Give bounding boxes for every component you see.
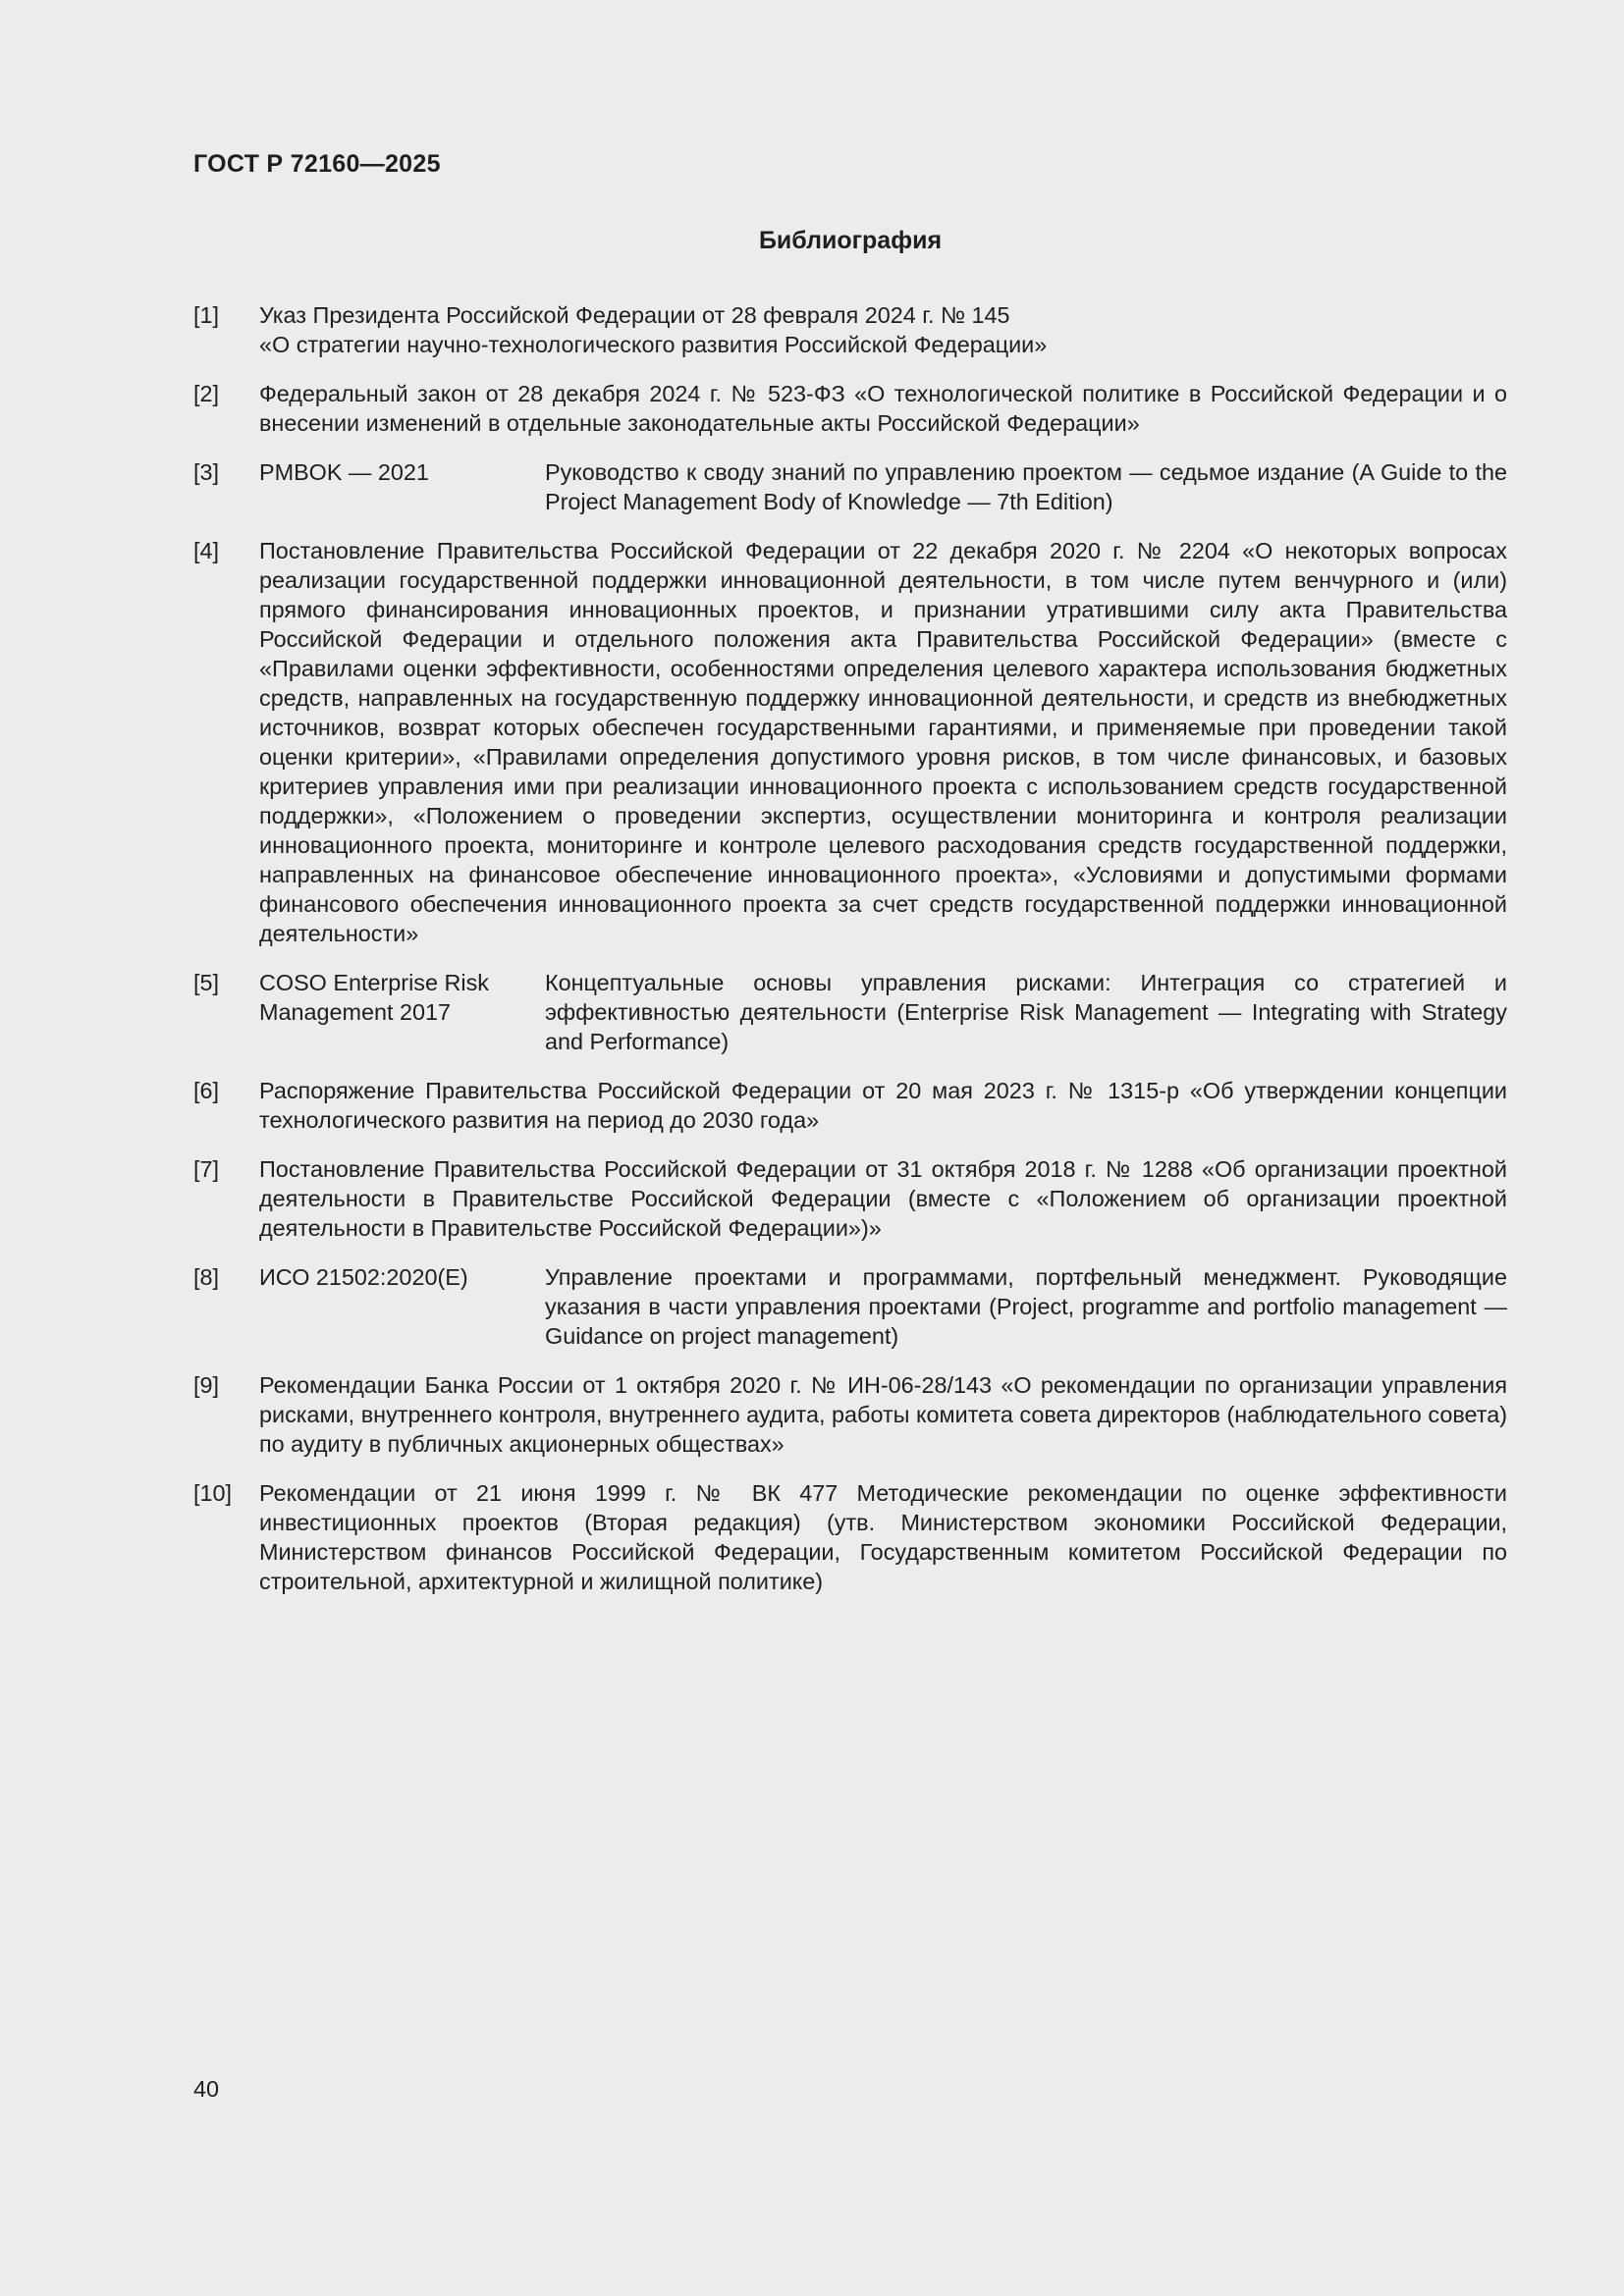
entry-text: Постановление Правительства Российской Федерации от 31 октября 2018 г. № 1288 «Об организации проектной деятельности в Правительстве Российской Федерации (вместе с «Положением об организации проектной деятельности в Правительстве Российской Федерации»)» [259, 1156, 1507, 1241]
bibliography-entry-1 [193, 300, 1507, 359]
bibliography-entry-10 [193, 1478, 1507, 1596]
entry-code: COSO Enterprise Risk Management 2017 [259, 970, 489, 1025]
entry-number: [6] [193, 1078, 220, 1103]
entry-text: Руководство к своду знаний по управлению проектом — седьмое издание (A Guide to the Project Management Body of Knowledge — 7th Edition) [545, 459, 1507, 514]
entry-text: Указ Президента Российской Федерации от 28 февраля 2024 г. № 145 «О стратегии научно-технологического развития Российской Федерации» [259, 302, 1048, 357]
bibliography-list [193, 300, 1507, 1616]
bibliography-entry-4 [193, 536, 1507, 948]
bibliography-entry-9 [193, 1370, 1507, 1459]
page-number: 40 [193, 2076, 220, 2102]
bibliography-entry-7 [193, 1154, 1507, 1243]
bibliography-entry-8 [193, 1262, 1507, 1351]
entry-number: [2] [193, 381, 220, 406]
entry-text: Управление проектами и программами, портфельный менеджмент. Руководящие указания в части управления проектами (Project, programme and portfolio management — Guidance on project management) [545, 1264, 1507, 1349]
entry-number: [8] [193, 1264, 220, 1290]
entry-number: [9] [193, 1372, 220, 1398]
entry-text: Рекомендации Банка России от 1 октября 2020 г. № ИН-06-28/143 «О рекомендации по организации управления рисками, внутреннего контроля, внутреннего аудита, работы комитета совета директоров (наблюдательного совета) по аудиту в публичных акционерных обществах» [259, 1372, 1507, 1457]
entry-number: [1] [193, 302, 220, 328]
entry-number: [10] [193, 1480, 233, 1506]
entry-text: Федеральный закон от 28 декабря 2024 г. № 523-ФЗ «О технологической политике в Российской Федерации и о внесении изменений в отдельные законодательные акты Российской Федерации» [259, 381, 1507, 436]
bibliography-entry-5 [193, 968, 1507, 1056]
bibliography-entry-3 [193, 457, 1507, 516]
entry-text: Постановление Правительства Российской Федерации от 22 декабря 2020 г. № 2204 «О некоторых вопросах реализации государственной поддержки инновационной деятельности, в том числе путем венчурного и (или) прямого финансирования инновационных проектов, и признании утратившими силу акта Правительства Российской Федерации и отдельного положения акта Правительства Российской Федерации» (вместе с «Правилами оценки эффективности, особенностями определения целевого характера использования бюджетных средств, направленных на государственную поддержку инновационной деятельности, и средств из внебюджетных источников, возврат которых обеспечен государственными гарантиями, и применяемые при проведении такой оценки критерии», «Правилами определения допустимого уровня рисков, в том числе финансовых, и базовых критериев управления ими при реализации инновационного проекта с использованием средств государственной поддержки», «Положением о проведении экспертиз, осуществлении мониторинга и контроля реализации инновационного проекта, мониторинге и контроле целевого расходования средств государственной поддержки, направленных на финансовое обеспечение инновационного проекта», «Условиями и допустимыми формами финансового обеспечения инновационного проекта за счет средств государственной поддержки инновационной деятельности» [259, 538, 1507, 946]
document-header-id: ГОСТ Р 72160—2025 [193, 150, 441, 178]
entry-number: [4] [193, 538, 220, 563]
bibliography-entry-2 [193, 379, 1507, 438]
entry-code: ИСО 21502:2020(E) [259, 1264, 468, 1290]
entry-number: [5] [193, 970, 220, 995]
entry-text: Концептуальные основы управления рисками: Интеграция со стратегией и эффективностью деятельности (Enterprise Risk Management — Integrating with Strategy and Performance) [545, 970, 1507, 1054]
bibliography-entry-6 [193, 1076, 1507, 1135]
entry-number: [3] [193, 459, 220, 485]
entry-number: [7] [193, 1156, 220, 1182]
entry-text: Рекомендации от 21 июня 1999 г. № ВК 477 Методические рекомендации по оценке эффективности инвестиционных проектов (Вторая редакция) (утв. Министерством экономики Российской Федерации, Министерством финансов Российской Федерации, Государственным комитетом Российской Федерации по строительной, архитектурной и жилищной политике) [259, 1480, 1507, 1594]
entry-text: Распоряжение Правительства Российской Федерации от 20 мая 2023 г. № 1315-р «Об утверждении концепции технологического развития на период до 2030 года» [259, 1078, 1507, 1133]
section-title: Библиография [758, 227, 943, 254]
entry-code: PMBOK — 2021 [259, 459, 429, 485]
